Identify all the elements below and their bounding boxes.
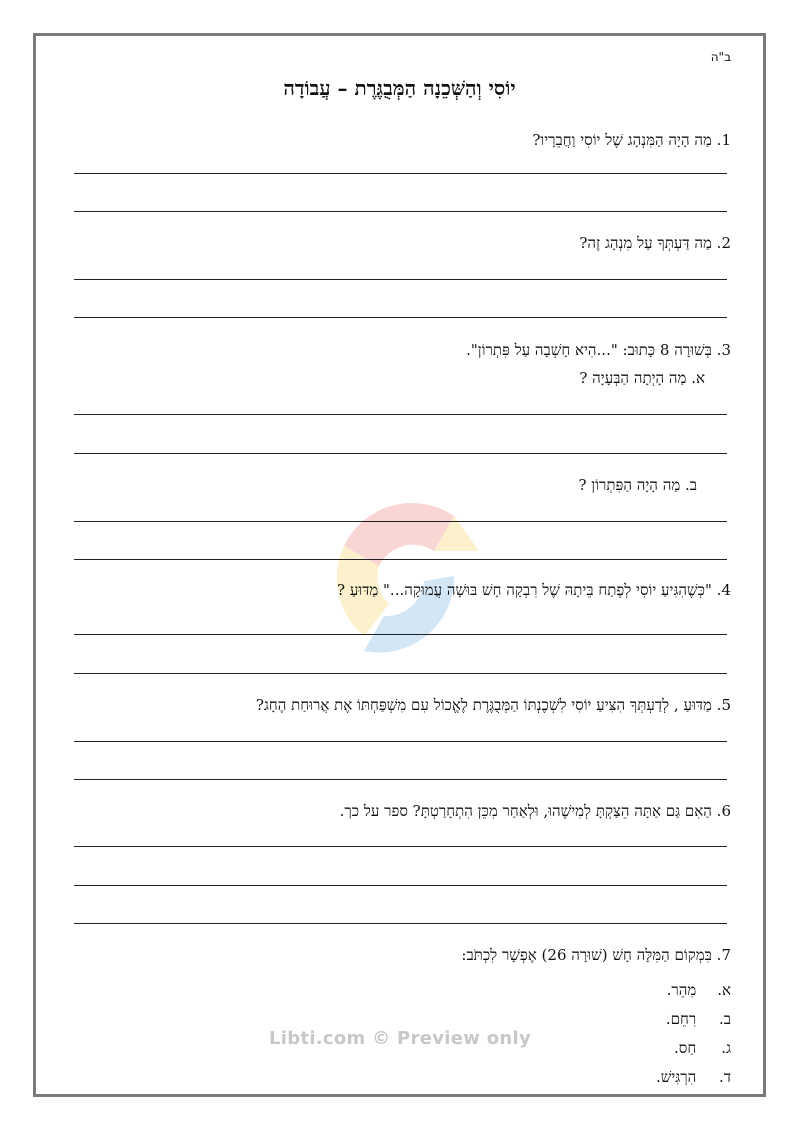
question-3 — [466, 341, 731, 360]
answer-line[interactable] — [74, 673, 727, 674]
question-3a-letter: א. — [691, 369, 705, 387]
question-6-number: 6. — [716, 802, 731, 820]
header-bh: ב"ה — [710, 50, 731, 64]
question-3-text: בְּשׁוּרָה 8 כָּתוּב: "...הִיא חָשְׁבָה עַל פִּתְרוֹן". — [466, 341, 712, 359]
answer-line[interactable] — [74, 923, 727, 924]
option-letter: ד. — [719, 1068, 731, 1086]
question-3b — [579, 476, 698, 495]
worksheet-title: יוֹסִי וְהַשְּׁכֵנָה הַמְּבֻגֶּרֶת – עֲבוֹדָה — [283, 76, 516, 100]
question-5 — [256, 696, 731, 715]
question-3a-text: מַה הָיְתָה הַבְּעָיָה ? — [579, 369, 687, 387]
answer-line[interactable] — [74, 317, 727, 318]
answer-line[interactable] — [74, 173, 727, 174]
question-5-text: מַדּוּעַ , לְדַעְתְּךָ הִצִּיעַ יוֹסִי לִשְׁכֶנְתּוֹ הַמְּבֻגֶּרֶת לֶאֱכוֹל עִם מִשְׁפַּחְתּוֹ אֶת אֲרוּחַת הֶחָג? — [255, 696, 712, 714]
option-text: הִרְגִּישׁ. — [655, 1068, 697, 1086]
question-5-number: 5. — [716, 696, 731, 714]
question-6-text: הַאִם גַּם אַתָּה הֵצַקְתָּ לְמִישֶׁהוּ, וּלְאַחַר מִכֵּן הִתְחָרַטְתָּ? ספר על כך. — [339, 802, 712, 820]
answer-line[interactable] — [74, 414, 727, 415]
question-4-number: 4. — [716, 581, 731, 599]
question-6 — [340, 802, 731, 821]
option-text: רִחֵם. — [665, 1010, 697, 1028]
question-3-number: 3. — [716, 341, 731, 359]
question-7-number: 7. — [716, 946, 731, 964]
question-3a — [579, 369, 705, 388]
answer-line[interactable] — [74, 211, 727, 212]
answer-line[interactable] — [74, 279, 727, 280]
answer-line[interactable] — [74, 559, 727, 560]
option-text: מִהֵר. — [666, 981, 697, 999]
option-d[interactable] — [656, 1068, 731, 1087]
question-2-number: 2. — [716, 234, 731, 252]
question-2 — [579, 234, 731, 253]
option-letter: א. — [717, 981, 731, 999]
question-1-text: מַה הָיָה הַמִּנְהָג שֶׁל יוֹסִי וַחֲבֵרָיו? — [532, 131, 712, 149]
question-2-text: מַה דַּעְתְּךָ עַל מִנְהָג זֶה? — [579, 234, 712, 252]
option-letter: ג. — [721, 1039, 731, 1057]
question-3b-text: מַה הָיָה הַפִּתְרוֹן ? — [578, 476, 681, 494]
logo-watermark-icon — [304, 476, 504, 676]
answer-line[interactable] — [74, 885, 727, 886]
worksheet-page — [33, 33, 766, 1097]
answer-line[interactable] — [74, 453, 727, 454]
question-4-text: "כְּשֶׁהִגִּיעַ יוֹסִי לְפֶתַח בֵּיתָהּ שֶׁל רִבְקָה חָשׁ בּוּשָׁה עֲמוּקָה..." מַדּוּעַ ? — [337, 581, 712, 599]
answer-line[interactable] — [74, 634, 727, 635]
question-1 — [532, 131, 731, 150]
option-a[interactable] — [667, 981, 731, 1000]
question-1-number: 1. — [716, 131, 731, 149]
preview-watermark: Libti.com © Preview only — [268, 1028, 532, 1049]
answer-line[interactable] — [74, 779, 727, 780]
question-7 — [461, 946, 731, 965]
option-letter: ב. — [719, 1010, 731, 1028]
option-text: חַס. — [674, 1039, 697, 1057]
option-b[interactable] — [666, 1010, 731, 1029]
answer-line[interactable] — [74, 846, 727, 847]
question-3b-letter: ב. — [685, 476, 697, 494]
question-7-text: בִּמְקוֹם הַמִּלָּה חָשׁ (שׁוּרָה 26) אֶפְשָׁר לִכְתֹּב: — [461, 946, 712, 964]
answer-line[interactable] — [74, 741, 727, 742]
answer-line[interactable] — [74, 521, 727, 522]
question-4 — [337, 581, 731, 600]
